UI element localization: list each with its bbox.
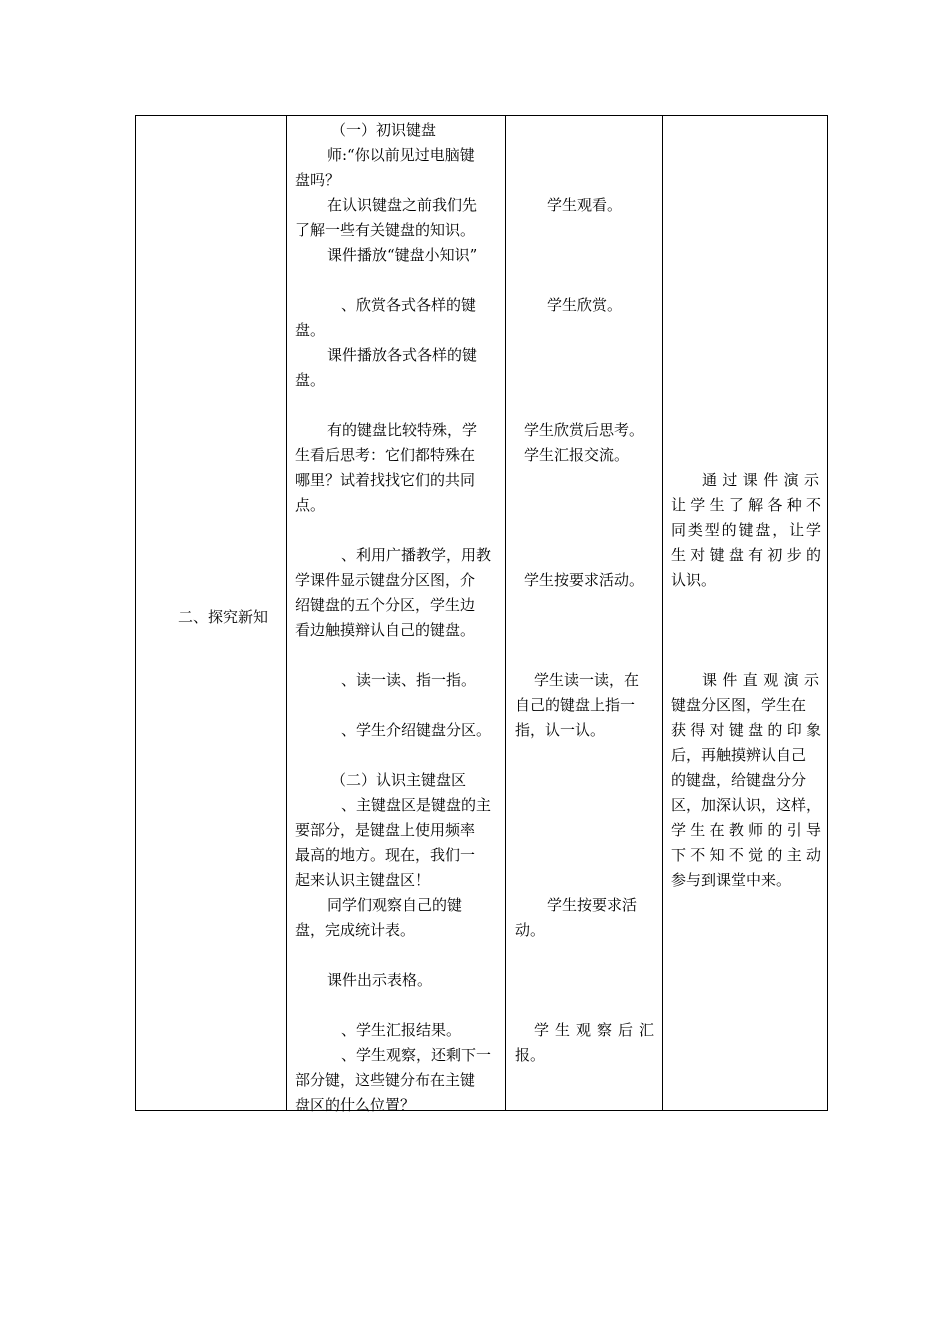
teacher-line: 课件播放各式各样的键 (327, 346, 478, 364)
student-line: 动。 (515, 921, 546, 939)
intent-line: 课件直观演示 (702, 671, 819, 689)
column-divider (286, 116, 287, 1110)
teacher-line: 在认识键盘之前我们先 (327, 196, 478, 214)
teacher-line: 、主键盘区是键盘的主 (341, 796, 492, 814)
teacher-line: 课件出示表格。 (327, 971, 433, 989)
student-line: 学生按要求活 (547, 896, 638, 914)
teacher-line: 要部分，是键盘上使用频率 (295, 821, 476, 839)
teacher-line: 、欣赏各式各样的键 (341, 296, 477, 314)
teacher-line: 课件播放“键盘小知识” (327, 246, 478, 264)
student-line: 学生读一读，在 (534, 671, 640, 689)
intent-line: 认识。 (671, 571, 717, 589)
student-line: 学生观看。 (547, 196, 623, 214)
teacher-line: 盘。 (295, 321, 326, 339)
teacher-line: 盘，完成统计表。 (295, 921, 416, 939)
teacher-line: 师:“你以前见过电脑键 (327, 146, 475, 164)
teacher-line: 绍键盘的五个分区，学生边 (295, 596, 476, 614)
teacher-line: 、利用广播教学，用教 (341, 546, 492, 564)
intent-line: 参与到课堂中来。 (671, 871, 792, 889)
lesson-table (135, 115, 828, 1114)
intent-line: 生对键盘有初步的 (671, 546, 821, 564)
intent-line: 后，再触摸辨认自己 (671, 746, 807, 764)
intent-line: 的键盘，给键盘分分 (671, 771, 807, 789)
teacher-line: （二）认识主键盘区 (331, 771, 467, 789)
teacher-line: 同学们观察自己的键 (327, 896, 463, 914)
student-line: 自己的键盘上指一 (515, 696, 636, 714)
teacher-line: 、学生汇报结果。 (341, 1021, 462, 1039)
teacher-line: 最高的地方。现在，我们一 (295, 846, 476, 864)
student-line: 学生欣赏后思考。 (524, 421, 645, 439)
teacher-line: 、读一读、指一指。 (341, 671, 477, 689)
teacher-line: 盘区的什么位置？ (295, 1096, 416, 1114)
intent-line: 让学生了解各种不 (671, 496, 821, 514)
teacher-line: 了解一些有关键盘的知识。 (295, 221, 476, 239)
student-line: 学生按要求活动。 (524, 571, 645, 589)
teacher-line: 有的键盘比较特殊，学 (327, 421, 478, 439)
column-divider (662, 116, 663, 1110)
section-label: 二、探究新知 (178, 608, 269, 626)
student-line: 学生欣赏。 (547, 296, 623, 314)
teacher-line: 部分键，这些键分布在主键 (295, 1071, 476, 1089)
student-line: 报。 (515, 1046, 546, 1064)
intent-line: 学生在教师的引导 (671, 821, 821, 839)
student-line: 指，认一认。 (515, 721, 606, 739)
teacher-line: 看边触摸辩认自己的键盘。 (295, 621, 476, 639)
student-line: 学生观察后汇 (534, 1021, 654, 1039)
teacher-line: 生看后思考：它们都特殊在 (295, 446, 476, 464)
intent-line: 下不知不觉的主动 (671, 846, 821, 864)
teacher-line: 、学生观察，还剩下一 (341, 1046, 492, 1064)
intent-line: 同类型的键盘，让学 (671, 521, 821, 539)
teacher-line: 起来认识主键盘区！ (295, 871, 431, 889)
intent-line: 区，加深认识，这样， (671, 796, 822, 814)
intent-line: 获得对键盘的印象 (671, 721, 821, 739)
teacher-line: 哪里？试着找找它们的共同 (295, 471, 476, 489)
teacher-line: 、学生介绍键盘分区。 (341, 721, 492, 739)
teacher-line: （一）初识键盘 (331, 121, 437, 139)
intent-line: 键盘分区图，学生在 (671, 696, 807, 714)
intent-line: 通过课件演示 (702, 471, 819, 489)
teacher-line: 学课件显示键盘分区图，介 (295, 571, 476, 589)
student-line: 学生汇报交流。 (524, 446, 630, 464)
teacher-line: 盘。 (295, 371, 326, 389)
teacher-line: 盘吗？ (295, 171, 341, 189)
teacher-line: 点。 (295, 496, 326, 514)
